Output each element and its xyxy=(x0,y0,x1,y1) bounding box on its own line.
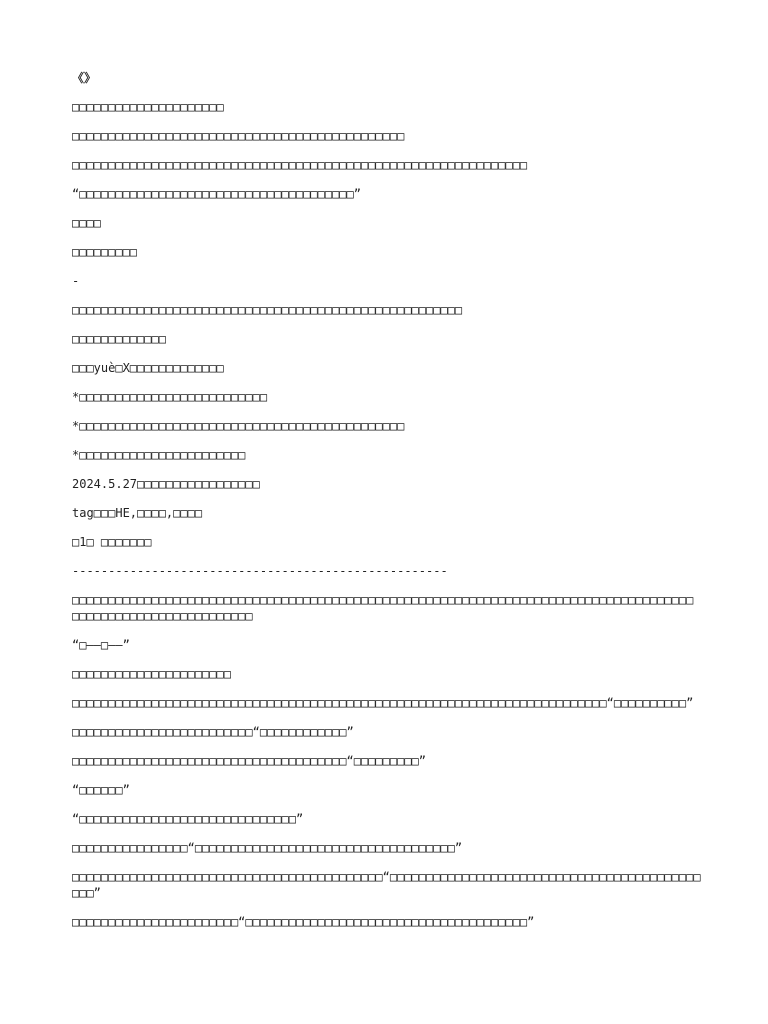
dialogue-line: □□□□□□□□□□□□□□□□“□□□□□□□□□□□□□□□□□□□□□□□□□□□□□□□□□□□□” xyxy=(72,841,463,855)
dialogue-line: □□□□□□□□□□□□□□□□□□□□□□□□□□□□□□□□□□□□□□“□□□□□□□□□” xyxy=(72,754,427,768)
bullet-line: *□□□□□□□□□□□□□□□□□□□□□□□□□□ xyxy=(72,390,268,404)
text-line: □□□yuè□X□□□□□□□□□□□□□ xyxy=(72,361,224,375)
chapter-heading: □1□ □□□□□□□ xyxy=(72,535,152,549)
text-line: □□□□□□□□□□□□□ xyxy=(72,332,166,346)
tag-line: tag□□□HE,□□□□,□□□□ xyxy=(72,506,203,520)
text-line: □□□□□□□□□□□□□□□□□□□□□□ xyxy=(72,667,231,681)
quote-line: “□——□——” xyxy=(72,638,130,652)
document-page xyxy=(72,70,702,943)
text-line: □□□□ xyxy=(72,216,101,230)
document-title: 《》 xyxy=(72,71,97,85)
divider-line: ---------------------------------------------------- xyxy=(72,564,448,578)
bullet-line: *□□□□□□□□□□□□□□□□□□□□□□□□□□□□□□□□□□□□□□□□□□□□□ xyxy=(72,419,405,433)
text-line: □□□□□□□□□□□□□□□□□□□□□□□□□□□□□□□□□□□□□□□□□□□□□□□□□□□□□□□□□□□□□□□ xyxy=(72,158,528,172)
text-line: □□□□□□□□□□□□□□□□□□□□□□□□□□□□□□□□□□□□□□□□□□□□□□□□□□□□□□ xyxy=(72,303,463,317)
text-line: □□□□□□□□□□□□□□□□□□□□□□□□□□□□□□□□□□□□□□□□□□□□□□ xyxy=(72,129,405,143)
dialogue-line: □□□□□□□□□□□□□□□□□□□□□□□□□□□□□□□□□□□□□□□□□□□“□□□□□□□□□□□□□□□□□□□□□□□□□□□□□□□□□□□□□□□□□□□□□□” xyxy=(72,870,701,900)
text-line: □□□□□□□□□ xyxy=(72,245,138,259)
dialogue-line: □□□□□□□□□□□□□□□□□□□□□□□□□□□□□□□□□□□□□□□□□□□□□□□□□□□□□□□□□□□□□□□□□□□□□□□□□□“□□□□□□□□□□” xyxy=(72,696,694,710)
quote-line: “□□□□□□□□□□□□□□□□□□□□□□□□□□□□□□□□□□□□□□” xyxy=(72,187,361,201)
dialogue-line: □□□□□□□□□□□□□□□□□□□□□□□□□“□□□□□□□□□□□□” xyxy=(72,725,354,739)
text-line: □□□□□□□□□□□□□□□□□□□□□ xyxy=(72,100,224,114)
paragraph: □□□□□□□□□□□□□□□□□□□□□□□□□□□□□□□□□□□□□□□□□□□□□□□□□□□□□□□□□□□□□□□□□□□□□□□□□□□□□□□□□□□□□□□□□□□□□□□□□□□□□□□□□□□□□□□ xyxy=(72,593,694,623)
date-line: 2024.5.27□□□□□□□□□□□□□□□□□ xyxy=(72,477,260,491)
dialogue-line: □□□□□□□□□□□□□□□□□□□□□□□“□□□□□□□□□□□□□□□□□□□□□□□□□□□□□□□□□□□□□□□” xyxy=(72,915,535,929)
bullet-line: *□□□□□□□□□□□□□□□□□□□□□□□ xyxy=(72,448,246,462)
quote-line: “□□□□□□□□□□□□□□□□□□□□□□□□□□□□□□” xyxy=(72,812,304,826)
quote-line: “□□□□□□” xyxy=(72,783,130,797)
separator-dash: - xyxy=(72,274,80,288)
